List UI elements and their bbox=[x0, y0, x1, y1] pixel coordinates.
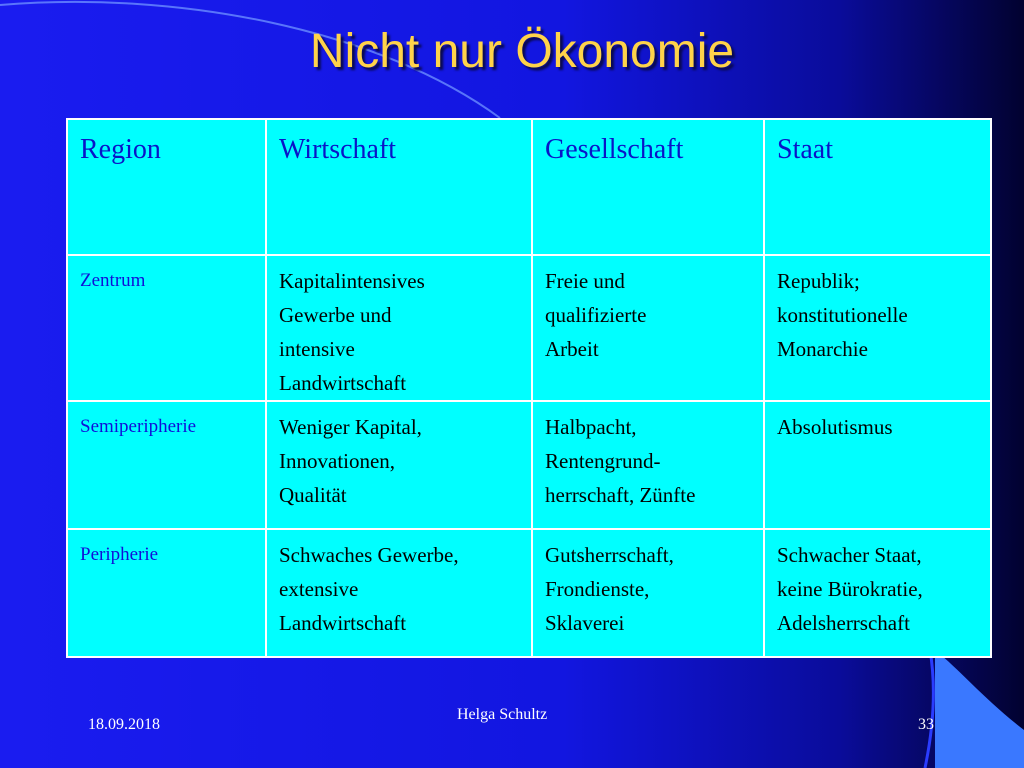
cell-line: Weniger Kapital, bbox=[279, 415, 422, 439]
decorative-corner-shape bbox=[935, 650, 1024, 768]
decorative-corner-edge bbox=[925, 650, 933, 768]
wirtschaft-cell bbox=[266, 255, 532, 401]
region-cell: Peripherie bbox=[67, 529, 266, 657]
cell-line: Monarchie bbox=[777, 337, 868, 361]
cell-line: Frondienste, bbox=[545, 577, 650, 601]
cell-line: Kapitalintensives bbox=[279, 269, 425, 293]
staat-cell bbox=[764, 529, 991, 657]
cell-line: Republik; bbox=[777, 269, 860, 293]
header-staat: Staat bbox=[764, 119, 991, 255]
wirtschaft-cell bbox=[266, 401, 532, 529]
footer-author: Helga Schultz bbox=[457, 706, 548, 723]
gesellschaft-cell bbox=[532, 529, 764, 657]
cell-line: Freie und bbox=[545, 269, 625, 293]
cell-line: Gutsherrschaft, bbox=[545, 543, 674, 567]
footer-date: 18.09.2018 bbox=[88, 716, 160, 733]
cell-line: Absolutismus bbox=[777, 415, 893, 439]
gesellschaft-cell bbox=[532, 401, 764, 529]
gesellschaft-cell bbox=[532, 255, 764, 401]
cell-line: Halbpacht, bbox=[545, 415, 637, 439]
cell-line: Landwirtschaft bbox=[279, 371, 407, 395]
wirtschaft-cell bbox=[266, 529, 532, 657]
cell-line: Gewerbe und bbox=[279, 303, 392, 327]
cell-line: Sklaverei bbox=[545, 611, 625, 635]
cell-line: Qualität bbox=[279, 483, 347, 507]
cell-line: Rentengrund- bbox=[545, 449, 661, 473]
cell-line: Landwirtschaft bbox=[279, 611, 407, 635]
cell-line: extensive bbox=[279, 577, 359, 601]
table-row bbox=[67, 255, 991, 401]
footer-page-number: 33 bbox=[918, 716, 934, 733]
table-header-row bbox=[67, 119, 991, 255]
cell-line: Schwaches Gewerbe, bbox=[279, 543, 459, 567]
cell-line: herrschaft, Zünfte bbox=[545, 483, 696, 507]
region-cell: Zentrum bbox=[67, 255, 266, 401]
cell-line: Arbeit bbox=[545, 337, 599, 361]
cell-line: Innovationen, bbox=[279, 449, 396, 473]
staat-cell bbox=[764, 255, 991, 401]
region-cell: Semiperipherie bbox=[67, 401, 266, 529]
cell-line: qualifizierte bbox=[545, 303, 647, 327]
header-gesellschaft: Gesellschaft bbox=[532, 119, 764, 255]
cell-line: intensive bbox=[279, 337, 355, 361]
cell-line: Adelsherrschaft bbox=[777, 611, 910, 635]
cell-line: konstitutionelle bbox=[777, 303, 908, 327]
table-row bbox=[67, 401, 991, 529]
comparison-table bbox=[66, 118, 992, 658]
cell-line: keine Bürokratie, bbox=[777, 577, 923, 601]
table-row bbox=[67, 529, 991, 657]
header-region: Region bbox=[67, 119, 266, 255]
header-wirtschaft: Wirtschaft bbox=[266, 119, 532, 255]
cell-line: Schwacher Staat, bbox=[777, 543, 922, 567]
staat-cell bbox=[764, 401, 991, 529]
slide-title: Nicht nur Ökonomie bbox=[309, 25, 735, 78]
